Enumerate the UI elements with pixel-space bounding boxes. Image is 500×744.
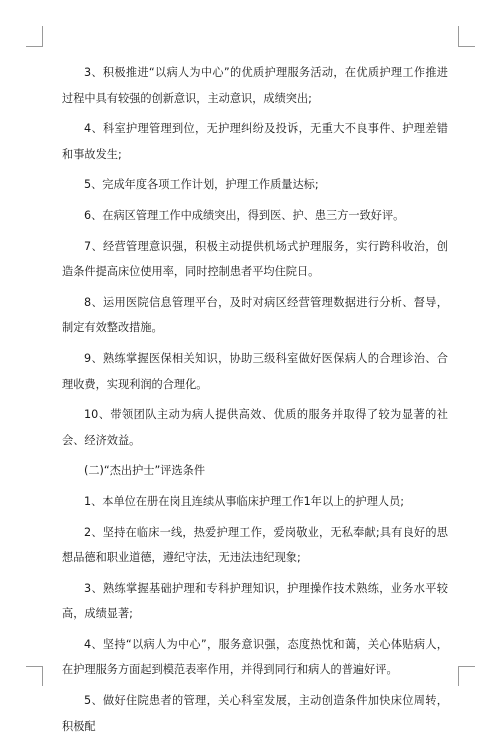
paragraph-item-3: 3、积极推进“以病人为中心”的优质护理服务活动，在优质护理工作推进过程中具有较强的创新意识，主动意识，成绩突出;: [62, 66, 448, 105]
paragraph-item-10: 10、带领团队主动为病人提供高效、优质的服务并取得了较为显著的社会、经济效益。: [62, 408, 448, 447]
crop-mark-bottom-left-horizontal: [26, 666, 43, 667]
document-body: [62, 60, 448, 744]
condition-item-2: 2、坚持在临床一线，热爱护理工作，爱岗敬业，无私奉献;具有良好的思想品德和职业道德，遵纪守法，无违法违纪现象;: [62, 525, 448, 565]
condition-item-3: 3、熟练掌握基础护理和专科护理知识，护理操作技术熟练，业务水平较高，成绩显著;: [62, 581, 448, 621]
condition-item-4: 4、坚持“以病人为中心”，服务意识强，态度热忱和蔼，关心体贴病人，在护理服务方面起到模范表率作用，并得到同行和病人的普遍好评。: [62, 637, 448, 677]
condition-item-5: 5、做好住院患者的管理，关心科室发展，主动创造条件加快床位周转，积极配: [62, 694, 448, 733]
paragraph-item-6: 6、在病区管理工作中成绩突出，得到医、护、患三方一致好评。: [84, 208, 405, 222]
crop-mark-top-right-horizontal: [458, 46, 475, 47]
paragraph-item-7: 7、经营管理意识强，积极主动提供机场式护理服务，实行跨科收治，创造条件提高床位使用率，同时控制患者平均住院日。: [62, 239, 448, 279]
crop-mark-top-left-horizontal: [26, 46, 43, 47]
crop-mark-bottom-right-vertical: [458, 666, 459, 686]
crop-mark-bottom-right-horizontal: [458, 666, 475, 667]
paragraph-item-4: 4、科室护理管理到位，无护理纠纷及投诉，无重大不良事件、护理差错和事故发生;: [62, 122, 448, 161]
crop-mark-bottom-left-vertical: [42, 666, 43, 686]
condition-item-1: 1、本单位在册在岗且连续从事临床护理工作1年以上的护理人员;: [84, 494, 405, 508]
crop-mark-top-right-vertical: [458, 26, 459, 46]
section-heading: (二)“杰出护士”评选条件: [84, 464, 206, 478]
paragraph-item-5: 5、完成年度各项工作计划，护理工作质量达标;: [84, 178, 319, 192]
paragraph-item-9: 9、熟练掌握医保相关知识，协助三级科室做好医保病人的合理诊治、合理收费，实现利润的合理化。: [62, 351, 448, 391]
crop-mark-top-left-vertical: [42, 26, 43, 46]
paragraph-item-8: 8、运用医院信息管理平台，及时对病区经营管理数据进行分析、督导，制定有效整改措施。: [62, 295, 448, 335]
